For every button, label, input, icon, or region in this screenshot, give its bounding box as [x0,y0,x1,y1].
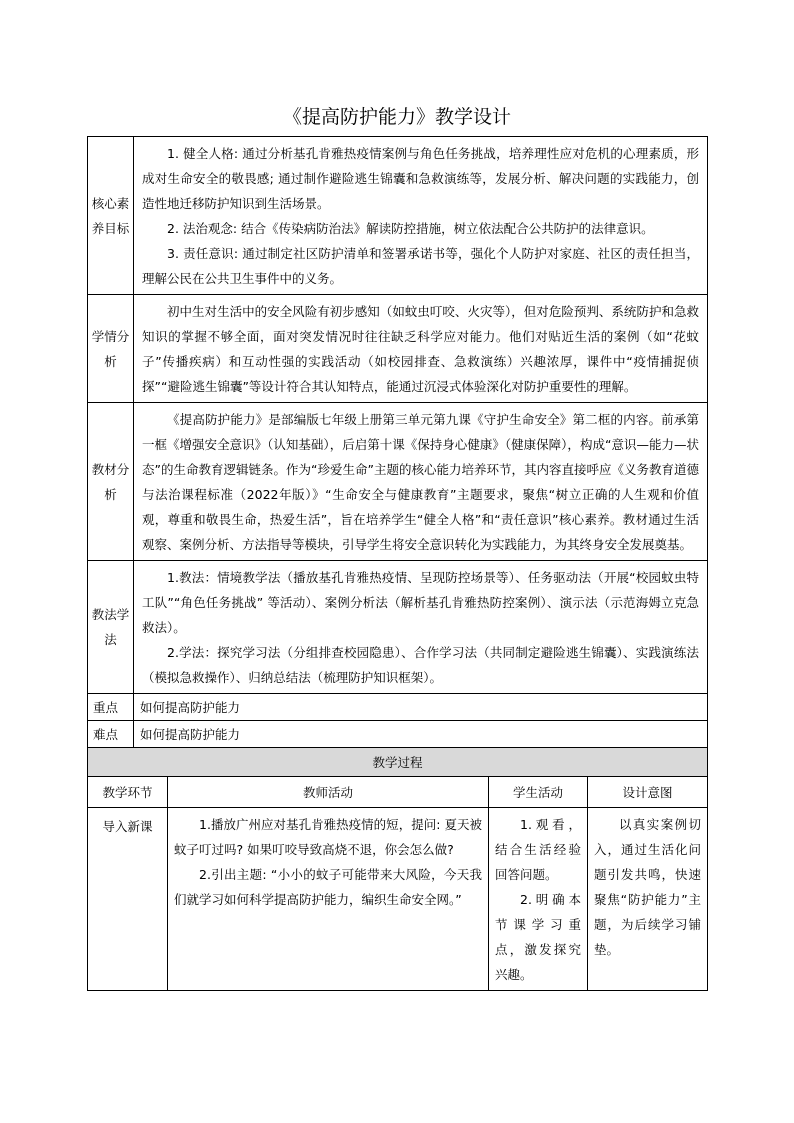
difficulty-label: 难点 [88,721,134,748]
core-paragraph: 3. 责任意识: 通过制定社区防护清单和签署承诺书等，强化个人防护对家庭、社区的责任担当，理解公民在公共卫生事件中的义务。 [142,246,700,286]
key-point-value: 如何提高防护能力 [134,694,708,721]
process-header-row [88,748,708,777]
document-title: 《提高防护能力》教学设计 [282,106,511,128]
student-activity-item: 1.观看，结合生活经验回答问题。 [495,817,581,882]
core-literacy-label: 核心素养目标 [88,137,134,295]
process-column-headers [88,777,708,808]
col-header-stage: 教学环节 [88,777,168,808]
key-point-row [88,694,708,721]
col-header-teacher: 教师活动 [168,777,489,808]
material-analysis-row [88,403,708,561]
lesson-plan-table [87,136,708,991]
teacher-activity-item: 2.引出主题: “小小的蚊子可能带来大风险，今天我们就学习如何科学提高防护能力，编织生命安全网。” [174,867,482,907]
col-header-student: 学生活动 [489,777,588,808]
methods-paragraph: 2.学法：探究学习法（分组排查校园隐患）、合作学习法（共同制定避险逃生锦囊）、实践演练法（模拟急救操作）、归纳总结法（梳理防护知识框架）。 [142,645,700,685]
material-paragraph: 《提高防护能力》是部编版七年级上册第三单元第九课《守护生命安全》第二框的内容。前承第一框《增强安全意识》（认知基础），后启第十课《保持身心健康》（健康保障），构成“意识—能力—状态”的生命教育逻辑链条。作为“珍爱生命”主题的核心能力培养环节，其内容直接呼应《义务教育道德与法治课程标准（2022年版）》“生命安全与健康教育”主题要求，聚焦“树立正确的人生观和价值观，尊重和敬畏生命，热爱生活”，旨在培养学生“健全人格”和“责任意识”核心素养。教材通过生活观察、案例分析、方法指导等模块，引导学生将安全意识转化为实践能力，为其终身安全发展奠基。 [142,412,700,552]
col-header-intent: 设计意图 [588,777,708,808]
core-literacy-content [134,137,708,295]
methods-paragraph: 1.教法：情境教学法（播放基孔肯雅热疫情、呈现防控场景等）、任务驱动法（开展“校园蚊虫特工队”“角色任务挑战” 等活动）、案例分析法（解析基孔肯雅热防控案例）、演示法（示范海姆立克急救法）。 [142,570,700,635]
design-intent-item: 以真实案例切入，通过生活化问题引发共鸣，快速聚焦“防护能力”主题，为后续学习铺垫。 [594,817,702,957]
student-analysis-row [88,295,708,403]
student-analysis-content [134,295,708,403]
core-paragraph: 1. 健全人格: 通过分析基孔肯雅热疫情案例与角色任务挑战，培养理性应对危机的心理素质，形成对生命安全的敬畏感; 通过制作避险逃生锦囊和急救演练等，发展分析、解决问题的实践能力，创造性地迁移防护知识到生活场景。 [142,146,700,211]
difficulty-value: 如何提高防护能力 [134,721,708,748]
difficulty-row [88,721,708,748]
process-title: 教学过程 [88,748,708,777]
teacher-activity-item: 1.播放广州应对基孔肯雅热疫情的短，提问: 夏天被蚊子叮过吗? 如果叮咬导致高烧不退，你会怎么做? [174,817,482,857]
methods-content [134,561,708,694]
stage-cell: 导入新课 [88,808,168,991]
methods-row [88,561,708,694]
student-paragraph: 初中生对生活中的安全风险有初步感知（如蚊虫叮咬、火灾等），但对危险预判、系统防护和急救知识的掌握不够全面，面对突发情况时往往缺乏科学应对能力。他们对贴近生活的案例（如“花蚊子”传播疾病）和互动性强的实践活动（如校园排查、急救演练）兴趣浓厚，课件中“疫情捕捉侦探”“避险逃生锦囊”等设计符合其认知特点，能通过沉浸式体验深化对防护重要性的理解。 [142,304,700,394]
material-analysis-label: 教材分析 [88,403,134,561]
key-point-label: 重点 [88,694,134,721]
methods-label: 教法学法 [88,561,134,694]
student-activity-item: 2.明确本节课学习重点，激发探究兴趣。 [495,892,581,982]
core-paragraph: 2. 法治观念: 结合《传染病防治法》解读防控措施，树立依法配合公共防护的法律意识。 [167,221,654,236]
teacher-activity-cell [168,808,489,991]
core-literacy-row [88,137,708,295]
design-intent-cell [588,808,708,991]
process-row-intro [88,808,708,991]
student-activity-cell [489,808,588,991]
material-analysis-content [134,403,708,561]
student-analysis-label: 学情分析 [88,295,134,403]
